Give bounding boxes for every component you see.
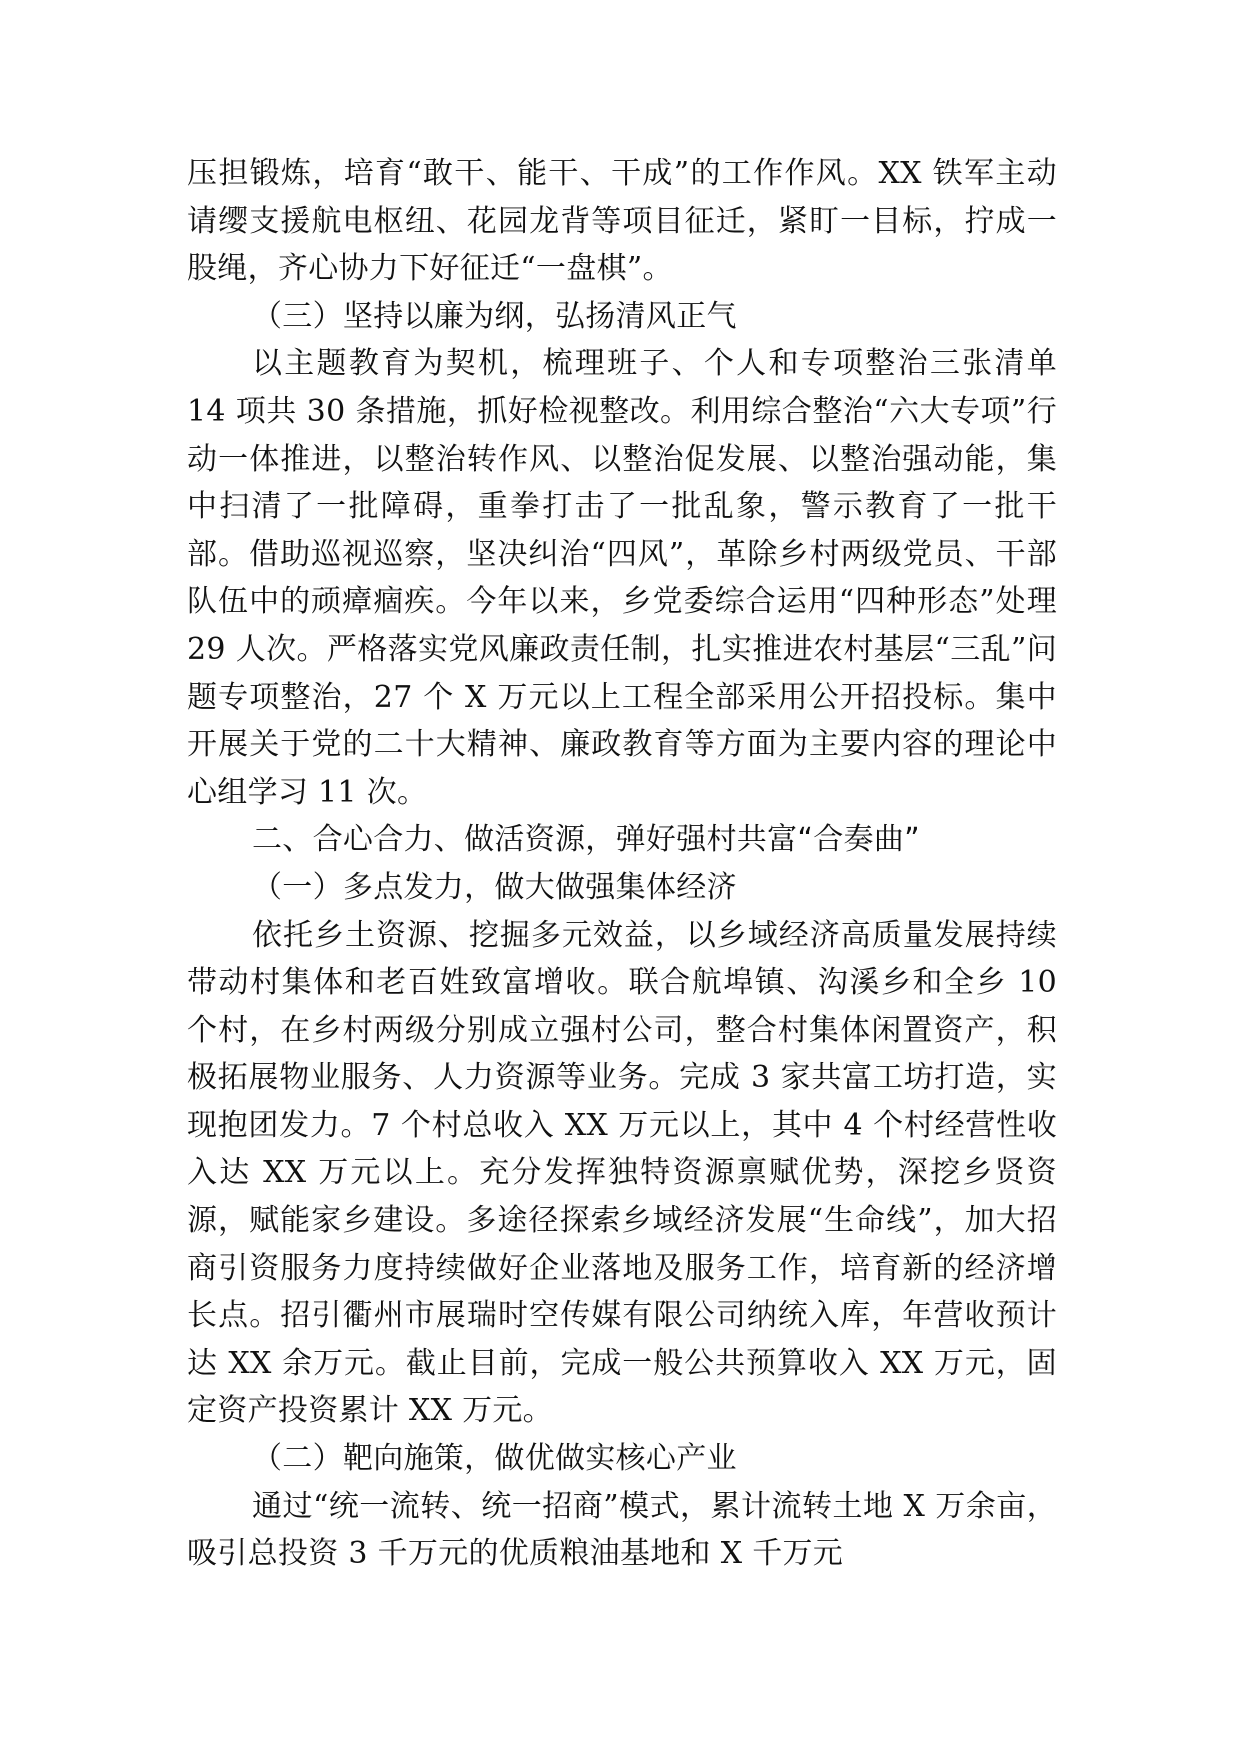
paragraph-core-industry: 通过“统一流转、统一招商”模式，累计流转土地 X 万余亩，吸引总投资 3 千万元的优质粮油基地和 X 千万元	[187, 1488, 1057, 1572]
section-heading-2: 二、合心合力、做活资源，弹好强村共富“合奏曲”	[252, 822, 920, 858]
section-subheading-3: （三）坚持以廉为纲，弘扬清风正气	[252, 298, 737, 334]
paragraph-integrity: 以主题教育为契机，梳理班子、个人和专项整治三张清单 14 项共 30 条措施，抓好检视整改。利用综合整治“六大专项”行动一体推进，以整治转作风、以整治促发展、以整治强动能，集中扫清了一批障碍，重拳打击了一批乱象，警示教育了一批干部。借助巡视巡察，坚决纠治“四风”，革除乡村两级党员、干部队伍中的顽瘴痼疾。今年以来，乡党委综合运用“四种形态”处理 29 人次。严格落实党风廉政责任制，扎实推进农村基层“三乱”问题专项整治，27 个 X 万元以上工程全部采用公开招投标。集中开展关于党的二十大精神、廉政教育等方面为主要内容的理论中心组学习 11 次。	[187, 346, 1057, 810]
paragraph-continued: 压担锻炼，培育“敢干、能干、干成”的工作作风。XX 铁军主动请缨支援航电枢纽、花园龙背等项目征迁，紧盯一目标，拧成一股绳，齐心协力下好征迁“一盘棋”。	[187, 156, 1057, 287]
paragraph-collective-economy: 依托乡土资源、挖掘多元效益，以乡域经济高质量发展持续带动村集体和老百姓致富增收。联合航埠镇、沟溪乡和全乡 10 个村，在乡村两级分别成立强村公司，整合村集体闲置资产，积极拓展物业服务、人力资源等业务。完成 3 家共富工坊打造，实现抱团发力。7 个村总收入 XX 万元以上，其中 4 个村经营性收入达 XX 万元以上。充分发挥独特资源禀赋优势，深挖乡贤资源，赋能家乡建设。多途径探索乡域经济发展“生命线”，加大招商引资服务力度持续做好企业落地及服务工作，培育新的经济增长点。招引衢州市展瑞时空传媒有限公司纳统入库，年营收预计达 XX 余万元。截止目前，完成一般公共预算收入 XX 万元，固定资产投资累计 XX 万元。	[187, 917, 1057, 1429]
section-subheading-1: （一）多点发力，做大做强集体经济	[252, 869, 737, 905]
document-body	[187, 150, 1057, 1578]
section-subheading-2: （二）靶向施策，做优做实核心产业	[252, 1441, 737, 1477]
